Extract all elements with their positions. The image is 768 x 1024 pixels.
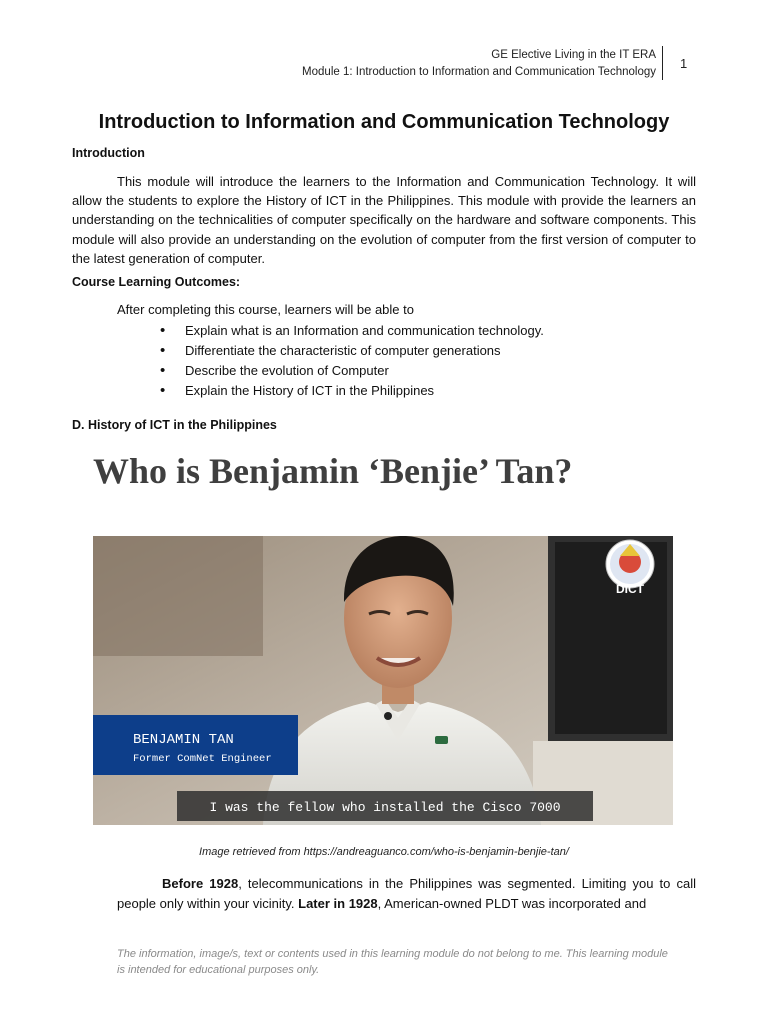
- outcome-item: • Explain the History of ICT in the Philippines: [160, 381, 544, 401]
- emphasis-later-1928: Later in 1928: [298, 895, 378, 911]
- image-heading: Who is Benjamin ‘Benjie’ Tan?: [93, 451, 573, 491]
- page-number: 1: [680, 56, 688, 71]
- page-header: [302, 47, 656, 81]
- outcomes-list: [160, 321, 544, 401]
- outcomes-lead: After completing this course, learners will be able to: [117, 302, 414, 317]
- header-module-title: Module 1: Introduction to Information and Communication Technology: [302, 66, 656, 78]
- header-course-title: GE Elective Living in the IT ERA: [491, 49, 656, 61]
- banner-name: BENJAMIN TAN: [133, 732, 234, 748]
- banner-role: Former ComNet Engineer: [133, 753, 272, 765]
- history-heading: D. History of ICT in the Philippines: [72, 418, 277, 432]
- history-text-1: , telecommunications in the Philippines was segmented. Limiting you to call people only within your vicinity.: [117, 876, 696, 911]
- outcomes-heading: Course Learning Outcomes:: [72, 275, 241, 289]
- logo-text: DICT: [616, 582, 644, 596]
- outcome-item: • Differentiate the characteristic of computer generations: [160, 341, 544, 361]
- outcome-item: • Describe the evolution of Computer: [160, 361, 544, 381]
- header-divider: [662, 46, 663, 80]
- history-paragraph: [117, 874, 696, 913]
- document-title: Introduction to Information and Communication Technology: [98, 111, 670, 133]
- image-caption: Image retrieved from https://andreaguanco.com/who-is-benjamin-benjie-tan/: [199, 846, 569, 858]
- outcome-item: • Explain what is an Information and communication technology.: [160, 321, 544, 341]
- video-subtitle: I was the fellow who installed the Cisco 7000: [209, 800, 561, 815]
- history-text-2: , American-owned PLDT was incorporated and: [377, 895, 647, 911]
- disclaimer-footer: The information, image/s, text or contents used in this learning module do not belong to me. This learning module is intended for educational purposes only.: [117, 948, 668, 976]
- introduction-paragraph: This module will introduce the learners to the Information and Communication Technology. It will allow the students to explore the History of ICT in the Philippines. This module with provide the learners an understanding on the technicalities of computer specifically on the hardware and software components. This module will also provide an understanding on the evolution of computer from the first version of computer to the latest generation of computer.: [72, 174, 696, 266]
- emphasis-before-1928: Before 1928: [162, 876, 239, 891]
- shirt-logo: [435, 736, 448, 744]
- introduction-heading: Introduction: [72, 146, 145, 160]
- benjamin-tan-photo: [93, 536, 673, 825]
